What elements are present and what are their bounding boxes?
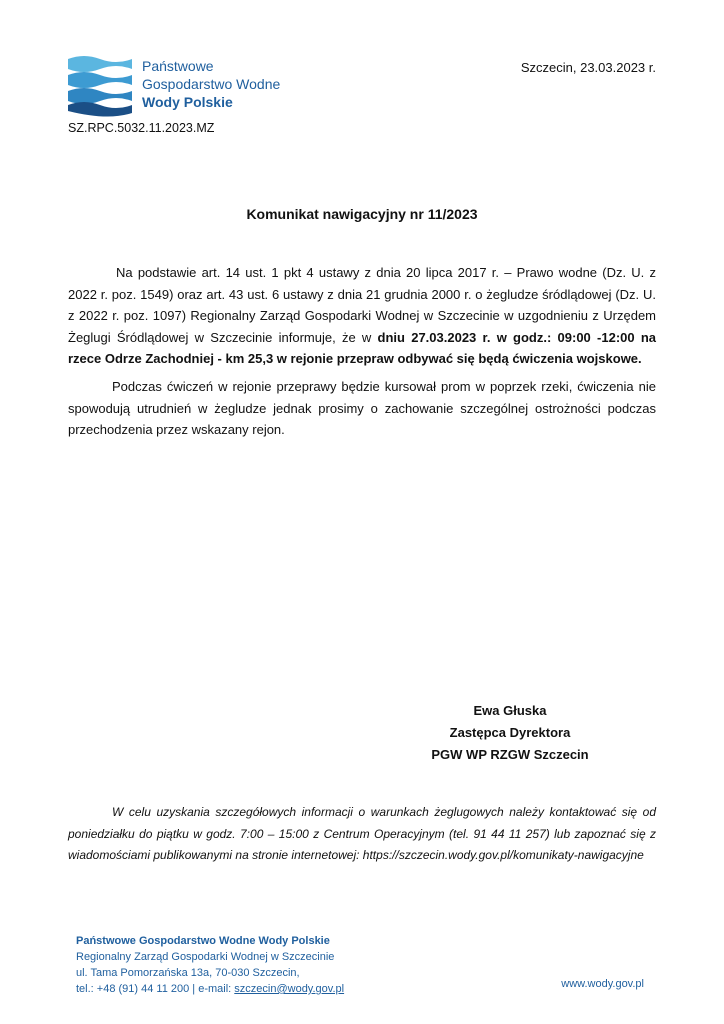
footer-contact	[76, 981, 344, 997]
footer-unit-name: Regionalny Zarząd Gospodarki Wodnej w Szczecinie	[76, 951, 335, 963]
wody-polskie-logo-icon	[68, 55, 132, 117]
paragraph-1	[68, 262, 656, 370]
logo-wordmark	[142, 57, 280, 111]
paragraph-1-bold-text: dniu 27.03.2023 r. w godz.: 09:00 -12:00 na rzece Odrze Zachodniej - km 25,3 w rejonie przepraw odbywać się będą ćwiczenia wojskowe.	[68, 329, 657, 366]
signatory-position: Zastępca Dyrektora	[449, 725, 571, 740]
paragraph-2: Podczas ćwiczeń w rejonie przeprawy będzie kursował prom w poprzek rzeki, ćwiczenia nie spowodują utrudnień w żegludze jednak prosimy o zachowanie szczególnej ostrożności podczas przechodzenia przez wskazany rejon.	[68, 379, 656, 437]
reference-number: SZ.RPC.5032.11.2023.MZ	[68, 121, 215, 135]
signatory-organization: PGW WP RZGW Szczecin	[431, 747, 589, 762]
footer-email-link[interactable]: szczecin@wody.gov.pl	[234, 983, 345, 995]
logo-line-1: Państwowe	[142, 58, 214, 74]
footer-phone: tel.: +48 (91) 44 11 200 | e-mail:	[76, 983, 235, 995]
document-title: Komunikat nawigacyjny nr 11/2023	[246, 206, 478, 222]
contact-info-note: W celu uzyskania szczegółowych informacji o warunkach żeglugowych należy kontaktować się od poniedziałku do piątku w godz. 7:00 – 15:00 z Centrum Operacyjnym (tel. 91 44 11 257) lub zapoznać się z wiadomościami publikowanymi na stronie internetowej: https://szczecin.wody.gov.pl/komunikaty-nawigacyjne	[68, 805, 656, 862]
signatory-name: Ewa Głuska	[473, 703, 547, 718]
place-date: Szczecin, 23.03.2023 r.	[520, 60, 656, 75]
footer-street: ul. Tama Pomorzańska 13a, 70-030 Szczecin,	[76, 967, 300, 979]
footer-org-name: Państwowe Gospodarstwo Wodne Wody Polskie	[76, 935, 330, 947]
signature-block	[380, 700, 640, 766]
footer-website-link[interactable]: www.wody.gov.pl	[561, 978, 644, 990]
logo-line-3: Wody Polskie	[142, 94, 233, 110]
footer-address	[76, 933, 344, 997]
paragraph-1-text: Na podstawie art. 14 ust. 1 pkt 4 ustawy z dnia 20 lipca 2017 r. – Prawo wodne (Dz. U. z 2022 r. poz. 1549) oraz art. 43 ust. 6 ustawy z dnia 21 grudnia 2000 r. o żegludze śródlądowej (Dz. U. z 2022 r. poz. 1097) Regionalny Zarząd Gospodarki Wodnej w Szczecinie w uzgodnieniu z Urzędem Żeglugi Śródlądowej w Szczecinie informuje, że w	[68, 265, 656, 345]
logo-line-2: Gospodarstwo Wodne	[142, 76, 281, 92]
